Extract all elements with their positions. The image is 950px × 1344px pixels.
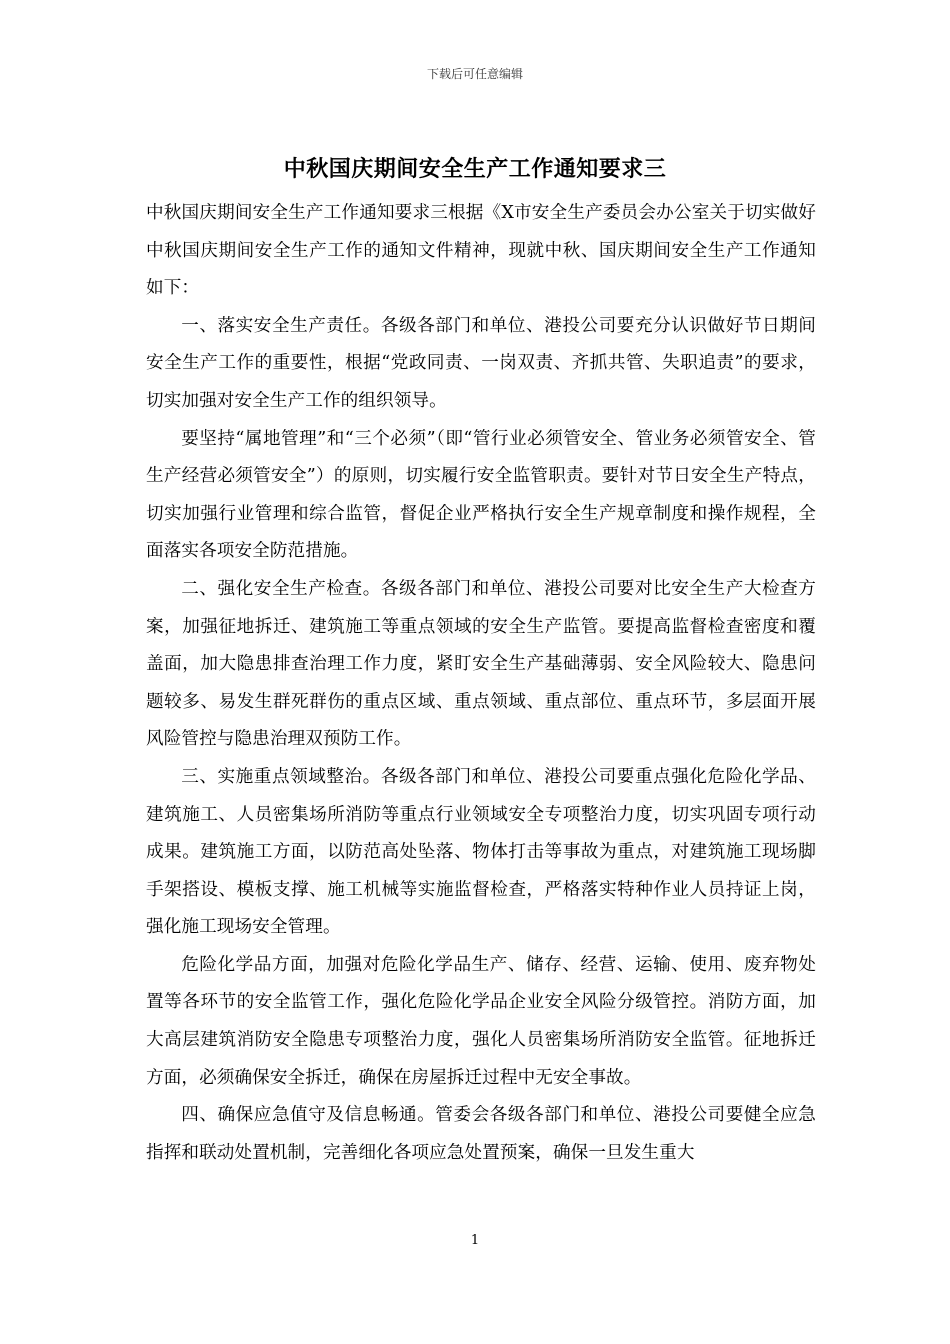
document-title: 中秋国庆期间安全生产工作通知要求三 xyxy=(283,156,667,182)
paragraph-section-1-detail: 要坚持“属地管理”和“三个必须”（即“管行业必须管安全、管业务必须管安全、管生产经营必须管安全”）的原则，切实履行安全监管职责。要针对节日安全生产特点，切实加强行业管理和综合监管，督促企业严格执行安全生产规章制度和操作规程，全面落实各项安全防范措施。 xyxy=(146,428,816,562)
paragraph-section-4: 四、确保应急值守及信息畅通。管委会各级各部门和单位、港投公司要健全应急指挥和联动处置机制，完善细化各项应急处置预案，确保一旦发生重大 xyxy=(146,1105,816,1163)
paragraph-intro: 中秋国庆期间安全生产工作通知要求三根据《X市安全生产委员会办公室关于切实做好中秋国庆期间安全生产工作的通知文件精神，现就中秋、国庆期间安全生产工作通知如下： xyxy=(146,203,816,299)
header-note: 下载后可任意编辑 xyxy=(426,67,523,81)
paragraph-section-3-detail: 危险化学品方面，加强对危险化学品生产、储存、经营、运输、使用、废弃物处置等各环节的安全监管工作，强化危险化学品企业安全风险分级管控。消防方面，加大高层建筑消防安全隐患专项整治力度，强化人员密集场所消防安全监管。征地拆迁方面，必须确保安全拆迁，确保在房屋拆迁过程中无安全事故。 xyxy=(146,954,816,1088)
paragraph-section-3: 三、实施重点领域整治。各级各部门和单位、港投公司要重点强化危险化学品、建筑施工、人员密集场所消防等重点行业领域安全专项整治力度，切实巩固专项行动成果。建筑施工方面，以防范高处坠落、物体打击等事故为重点，对建筑施工现场脚手架搭设、模板支撑、施工机械等实施监督检查，严格落实特种作业人员持证上岗，强化施工现场安全管理。 xyxy=(146,766,816,938)
page-number: 1 xyxy=(470,1233,480,1248)
document-body xyxy=(146,195,816,1172)
paragraph-section-2: 二、强化安全生产检查。各级各部门和单位、港投公司要对比安全生产大检查方案，加强征地拆迁、建筑施工等重点领域的安全生产监管。要提高监督检查密度和覆盖面，加大隐患排查治理工作力度，紧盯安全生产基础薄弱、安全风险较大、隐患问题较多、易发生群死群伤的重点区域、重点领域、重点部位、重点环节，多层面开展风险管控与隐患治理双预防工作。 xyxy=(146,578,816,750)
paragraph-section-1: 一、落实安全生产责任。各级各部门和单位、港投公司要充分认识做好节日期间安全生产工作的重要性，根据“党政同责、一岗双责、齐抓共管、失职追责”的要求，切实加强对安全生产工作的组织领导。 xyxy=(146,315,816,411)
